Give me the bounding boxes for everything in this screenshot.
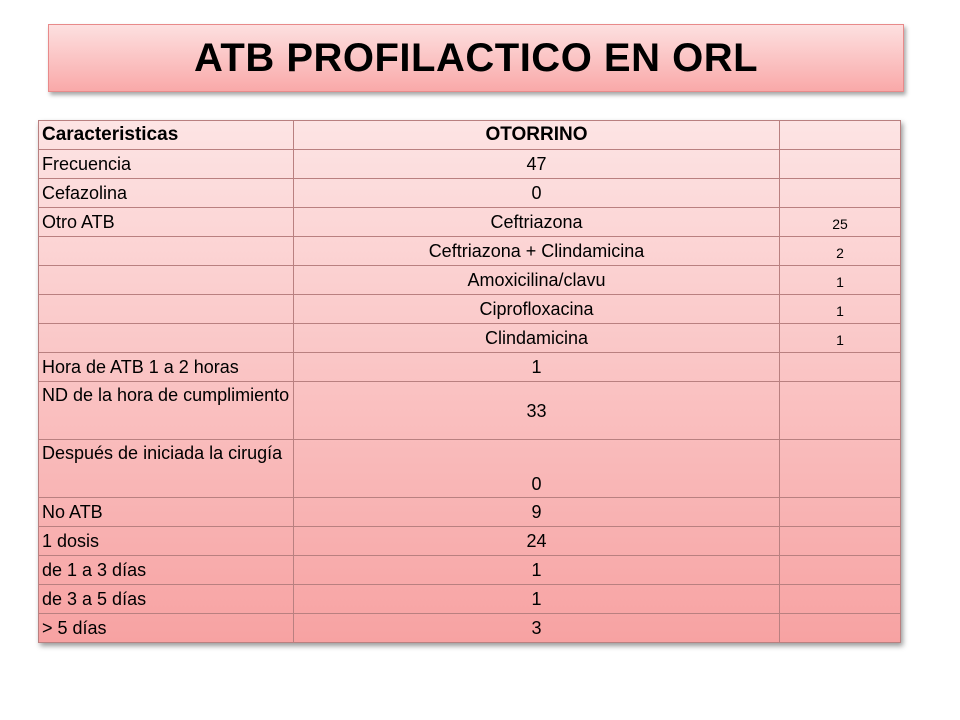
- row-value: 1: [294, 556, 780, 585]
- table-row: [39, 556, 901, 585]
- row-value: 47: [294, 150, 780, 179]
- row-value: 0: [294, 440, 780, 498]
- row-value: Ciprofloxacina: [294, 295, 780, 324]
- row-label: ND de la hora de cumplimiento: [39, 382, 294, 440]
- table-row: [39, 179, 901, 208]
- table-header-row: [39, 121, 901, 150]
- row-label: [39, 295, 294, 324]
- row-count: [780, 150, 901, 179]
- header-caracteristicas: Caracteristicas: [39, 121, 294, 150]
- row-label: Después de iniciada la cirugía: [39, 440, 294, 498]
- row-value: 9: [294, 498, 780, 527]
- header-otorrino: OTORRINO: [294, 121, 780, 150]
- row-count: [780, 556, 901, 585]
- table-row: [39, 295, 901, 324]
- row-count: [780, 440, 901, 498]
- row-label: Cefazolina: [39, 179, 294, 208]
- row-value: 1: [294, 353, 780, 382]
- row-label: Frecuencia: [39, 150, 294, 179]
- row-count: [780, 585, 901, 614]
- row-count: [780, 382, 901, 440]
- row-label: Otro ATB: [39, 208, 294, 237]
- row-count: 1: [780, 324, 901, 353]
- row-count: 2: [780, 237, 901, 266]
- row-count: [780, 179, 901, 208]
- row-value: 3: [294, 614, 780, 643]
- row-value: Amoxicilina/clavu: [294, 266, 780, 295]
- table-row: [39, 237, 901, 266]
- row-label: > 5 días: [39, 614, 294, 643]
- row-count: 1: [780, 295, 901, 324]
- row-label: [39, 266, 294, 295]
- table-row: [39, 324, 901, 353]
- row-count: 1: [780, 266, 901, 295]
- row-label: de 3 a 5 días: [39, 585, 294, 614]
- row-value: Ceftriazona: [294, 208, 780, 237]
- row-value: Ceftriazona + Clindamicina: [294, 237, 780, 266]
- table-row: [39, 440, 901, 498]
- row-value: 0: [294, 179, 780, 208]
- row-count: [780, 353, 901, 382]
- atb-table: [38, 120, 901, 643]
- row-count: 25: [780, 208, 901, 237]
- row-count: [780, 498, 901, 527]
- row-count: [780, 614, 901, 643]
- header-empty: [780, 121, 901, 150]
- table-row: [39, 614, 901, 643]
- table-row: [39, 208, 901, 237]
- table-row: [39, 585, 901, 614]
- title-banner: [48, 24, 904, 92]
- table-row: [39, 527, 901, 556]
- row-label: [39, 237, 294, 266]
- table-row: [39, 382, 901, 440]
- row-value: Clindamicina: [294, 324, 780, 353]
- row-label: No ATB: [39, 498, 294, 527]
- table-row: [39, 353, 901, 382]
- table-row: [39, 266, 901, 295]
- row-label: Hora de ATB 1 a 2 horas: [39, 353, 294, 382]
- row-count: [780, 527, 901, 556]
- row-value: 1: [294, 585, 780, 614]
- table-row: [39, 498, 901, 527]
- row-label: de 1 a 3 días: [39, 556, 294, 585]
- table-row: [39, 150, 901, 179]
- row-value: 24: [294, 527, 780, 556]
- row-label: 1 dosis: [39, 527, 294, 556]
- row-label: [39, 324, 294, 353]
- row-value: 33: [294, 382, 780, 440]
- page-title: ATB PROFILACTICO EN ORL: [193, 35, 759, 80]
